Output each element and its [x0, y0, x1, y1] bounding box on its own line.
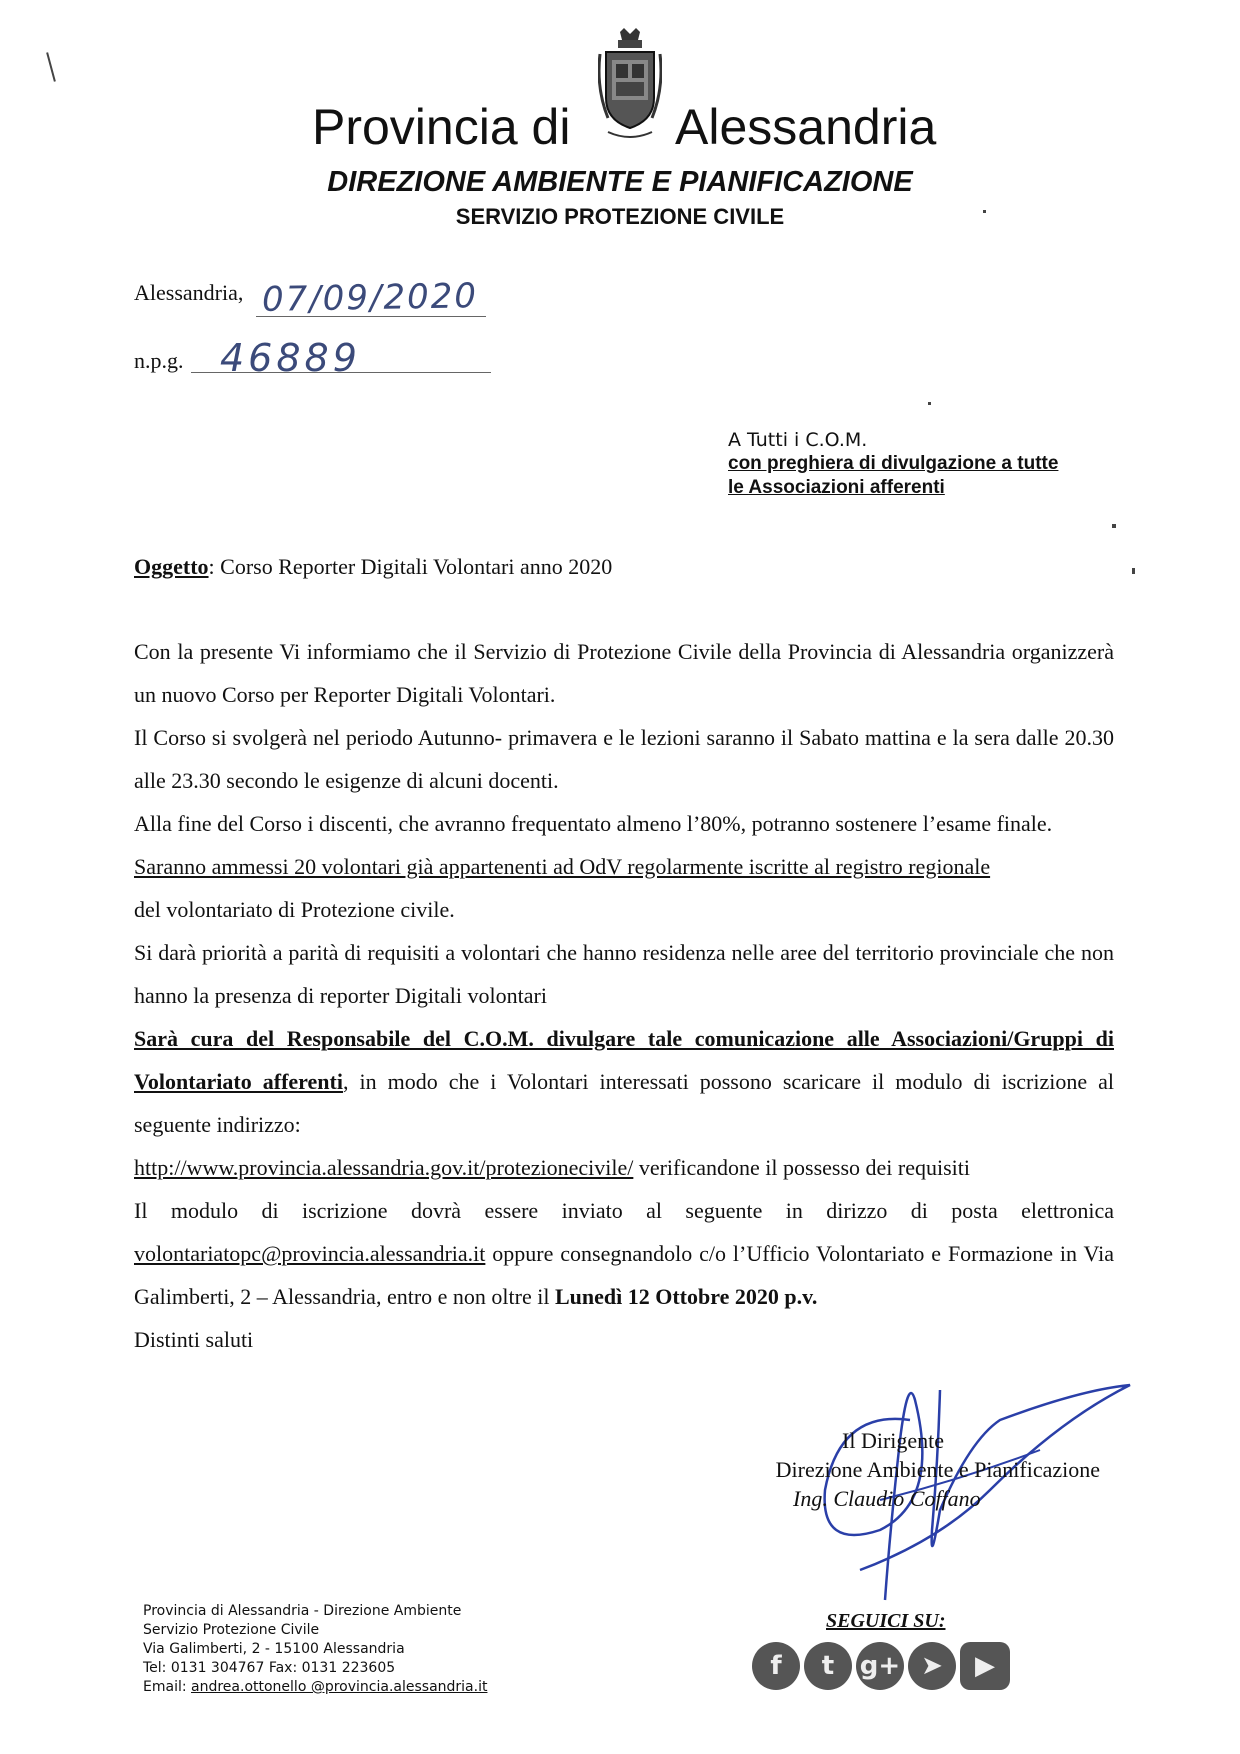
footer-email-label: Email:: [143, 1679, 192, 1695]
scan-speck: [46, 52, 56, 81]
paragraph-6-tail: verificandone il possesso dei requisiti: [633, 1155, 970, 1180]
letter-body: [134, 630, 1114, 1361]
paragraph-5: Si darà priorità a parità di requisiti a volontari che hanno residenza nelle aree del territorio provinciale che non hanno la presenza di reporter Digitali volontari: [134, 940, 1114, 1008]
closing: Distinti saluti: [134, 1327, 254, 1352]
handwritten-protocol-number: 46889: [220, 336, 361, 380]
paragraph-6: [134, 1017, 1114, 1189]
recipient-line-2: con preghiera di divulgazione a tutte: [728, 453, 1059, 474]
paragraph-7-start: Il modulo di iscrizione dovrà essere inviato al seguente in dirizzo di posta elettronica: [134, 1198, 1114, 1223]
footer-line-5: [143, 1678, 487, 1697]
signature-block: [728, 1426, 1100, 1513]
recipient-line-1: A Tutti i C.O.M.: [728, 429, 868, 451]
handwritten-date: 07/09/2020: [261, 276, 479, 320]
twitter-icon[interactable]: t: [804, 1642, 852, 1690]
signer-department: Direzione Ambiente e Pianificazione: [775, 1457, 1100, 1482]
paragraph-4-rest: del volontariato di Protezione civile.: [134, 897, 455, 922]
subject-text: : Corso Reporter Digitali Volontari anno 2020: [208, 554, 613, 579]
telegram-icon[interactable]: ➤: [908, 1642, 956, 1690]
provincial-crest-icon: [598, 28, 662, 146]
paragraph-7-mid: oppure consegnandolo c/o l’Ufficio Volontariato e Formazione in Via Galimberti, 2 – Alessandria, entro e non oltre il: [134, 1241, 1114, 1309]
social-icons: [752, 1642, 1010, 1690]
responsibility-note: Sarà cura del Responsabile del C.O.M. divulgare tale comunicazione alle Associazioni/Gruppi di Volontariato afferenti: [134, 1026, 1114, 1094]
subject-label: Oggetto: [134, 554, 209, 579]
title-right: Alessandria: [675, 99, 937, 155]
admission-note: Saranno ammessi 20 volontari già appartenenti ad OdV regolarmente iscritte al registro regionale: [134, 854, 991, 879]
title-left: Provincia di: [312, 99, 571, 155]
department-title: DIREZIONE AMBIENTE E PIANIFICAZIONE: [327, 166, 913, 198]
footer-email[interactable]: andrea.ottonello @provincia.alessandria.it: [191, 1679, 488, 1695]
scan-speck: [1112, 524, 1116, 528]
footer-line-4: Tel: 0131 304767 Fax: 0131 223605: [143, 1660, 396, 1676]
signer-role: Il Dirigente: [842, 1428, 945, 1453]
paragraph-6-rest: , in modo che i Volontari interessati possono scaricare il modulo di iscrizione al seguente indirizzo:: [134, 1069, 1114, 1137]
footer-line-3: Via Galimberti, 2 - 15100 Alessandria: [143, 1641, 405, 1657]
service-title: SERVIZIO PROTEZIONE CIVILE: [455, 204, 785, 229]
google-plus-icon[interactable]: g+: [856, 1642, 904, 1690]
paragraph-3: Alla fine del Corso i discenti, che avranno frequentato almeno l’80%, potranno sostenere l’esame finale.: [134, 811, 1053, 836]
download-link[interactable]: http://www.provincia.alessandria.gov.it/protezionecivile/: [134, 1155, 634, 1180]
footer-line-1: Provincia di Alessandria - Direzione Ambiente: [143, 1603, 462, 1619]
scan-speck: [983, 210, 986, 213]
recipient-block: [728, 428, 1058, 500]
facebook-icon[interactable]: f: [752, 1642, 800, 1690]
footer-contacts: [143, 1602, 487, 1697]
follow-us-label: SEGUICI SU:: [826, 1610, 946, 1632]
place-label: Alessandria,: [134, 280, 244, 305]
scan-speck: [1132, 568, 1135, 574]
deadline: Lunedì 12 Ottobre 2020 p.v.: [554, 1284, 818, 1309]
recipient-line-3: le Associazioni afferenti: [728, 477, 945, 498]
paragraph-2: Il Corso si svolgerà nel periodo Autunno- primavera e le lezioni saranno il Sabato mattina e la sera dalle 20.30 alle 23.30 secondo le esigenze di alcuni docenti.: [134, 725, 1114, 793]
youtube-icon[interactable]: ▶: [960, 1642, 1010, 1690]
paragraph-7: [134, 1189, 1114, 1318]
npg-label: n.p.g.: [134, 348, 184, 373]
email-link[interactable]: volontariatopc@provincia.alessandria.it: [134, 1241, 486, 1266]
subject-line: [134, 554, 612, 580]
footer-line-2: Servizio Protezione Civile: [143, 1622, 320, 1638]
signer-name: Ing. Claudio Coffano: [793, 1486, 981, 1511]
paragraph-4: [134, 845, 1114, 931]
paragraph-1: Con la presente Vi informiamo che il Servizio di Protezione Civile della Provincia di Alessandria organizzerà un nuovo Corso per Reporter Digitali Volontari.: [134, 639, 1114, 707]
scan-speck: [928, 402, 931, 405]
